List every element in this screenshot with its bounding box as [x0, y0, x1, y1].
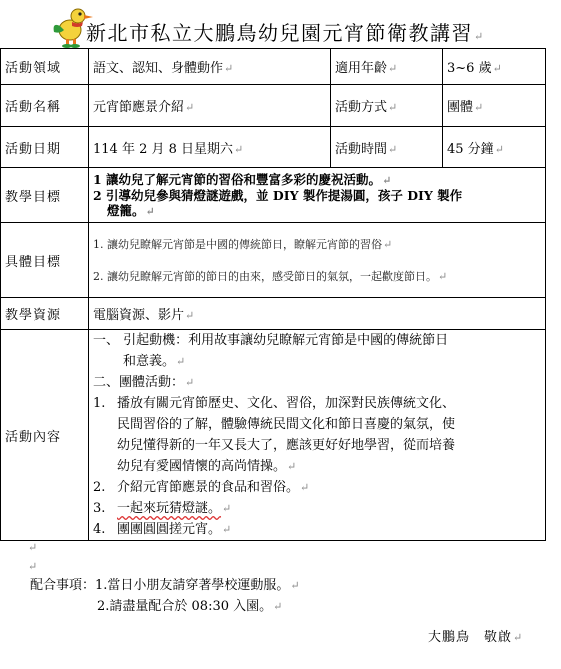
row-name — [1, 85, 546, 127]
duration-value: 45 分鐘↵ — [443, 127, 546, 168]
objectives-label: 教學目標 — [1, 168, 89, 223]
paragraph-mark-1: ↵ — [28, 541, 38, 554]
content-part1-cont: 和意義。↵ — [123, 354, 186, 369]
page-title: 新北市私立大鵬鳥幼兒園元宵節衛教講習↵ — [86, 21, 485, 45]
notes-item-2: 2.請盡量配合於 08:30 入園。 — [97, 599, 273, 614]
resources-value: 電腦資源、影片↵ — [89, 298, 546, 330]
paragraph-mark-2: ↵ — [28, 560, 38, 573]
notes-label: 配合事項： — [30, 578, 96, 593]
notes-item-1: 1.當日小朋友請穿著學校運動服。 — [95, 578, 290, 593]
objective-1: 1 讓幼兒了解元宵節的習俗和豐富多彩的慶祝活動。↵ — [93, 171, 392, 187]
content-item-1: 1. 播放有關元宵節歷史、文化、習俗，加深對民族傳統文化、 民間習俗的了解，體驗傳統民間文化和節日喜慶的氣氛，使 幼兒懂得新的一年又長大了，應該更好好地學習，從而培養 幼兒有愛國情懷的高尚情操。↵ — [93, 396, 456, 474]
notes-row-2: 2.請盡量配合於 08:30 入園。↵ — [97, 599, 283, 614]
content-part2: 二、團體活動：↵ — [93, 375, 195, 390]
activity-table — [0, 48, 546, 541]
content-label: 活動內容 — [1, 330, 89, 541]
notes-row-1: 配合事項：1.當日小朋友請穿著學校運動服。↵ — [30, 578, 300, 593]
date-label: 活動日期 — [1, 127, 89, 168]
name-value: 元宵節應景介紹↵ — [89, 85, 331, 127]
specific-2: 2. 讓幼兒瞭解元宵節的節日的由來，感受節日的氣氛，一起歡度節日。↵ — [93, 269, 448, 283]
content-value — [89, 330, 546, 541]
objective-2-cont: 燈籠。↵ — [107, 202, 155, 218]
content-item-3: 3. 一起來玩猜燈謎。↵ — [93, 501, 232, 516]
row-content — [1, 330, 546, 541]
method-value: 團體↵ — [443, 85, 546, 127]
signature: 大鵬鳥 敬啟↵ — [428, 630, 524, 645]
objective-2: 2 引導幼兒參與猜燈謎遊戲，並 DIY 製作提湯圓，孩子 DIY 製作 — [93, 187, 463, 203]
specific-value — [89, 223, 546, 298]
row-specific — [1, 223, 546, 298]
age-value: 3~6 歲↵ — [443, 49, 546, 85]
row-objectives — [1, 168, 546, 223]
specific-label: 具體目標 — [1, 223, 89, 298]
row-date — [1, 127, 546, 168]
content-item-4: 4. 團團圓圓搓元宵。↵ — [93, 522, 232, 537]
age-label: 適用年齡↵ — [331, 49, 443, 85]
resources-label: 教學資源 — [1, 298, 89, 330]
domain-label: 活動領域 — [1, 49, 89, 85]
document-header — [48, 4, 548, 48]
method-label: 活動方式↵ — [331, 85, 443, 127]
row-resources — [1, 298, 546, 330]
notes-section — [30, 575, 300, 617]
content-part1: 一、 引起動機：利用故事讓幼兒瞭解元宵節是中國的傳統節日 — [93, 333, 449, 348]
objectives-value — [89, 168, 546, 223]
specific-1: 1. 讓幼兒瞭解元宵節是中國的傳統節日，瞭解元宵節的習俗↵ — [93, 237, 393, 251]
content-item-2: 2. 介紹元宵節應景的食品和習俗。↵ — [93, 480, 310, 495]
domain-value: 語文、認知、身體動作↵ — [89, 49, 331, 85]
date-value: 114 年 2 月 8 日星期六↵ — [89, 127, 331, 168]
name-label: 活動名稱 — [1, 85, 89, 127]
duration-label: 活動時間↵ — [331, 127, 443, 168]
row-domain — [1, 49, 546, 85]
